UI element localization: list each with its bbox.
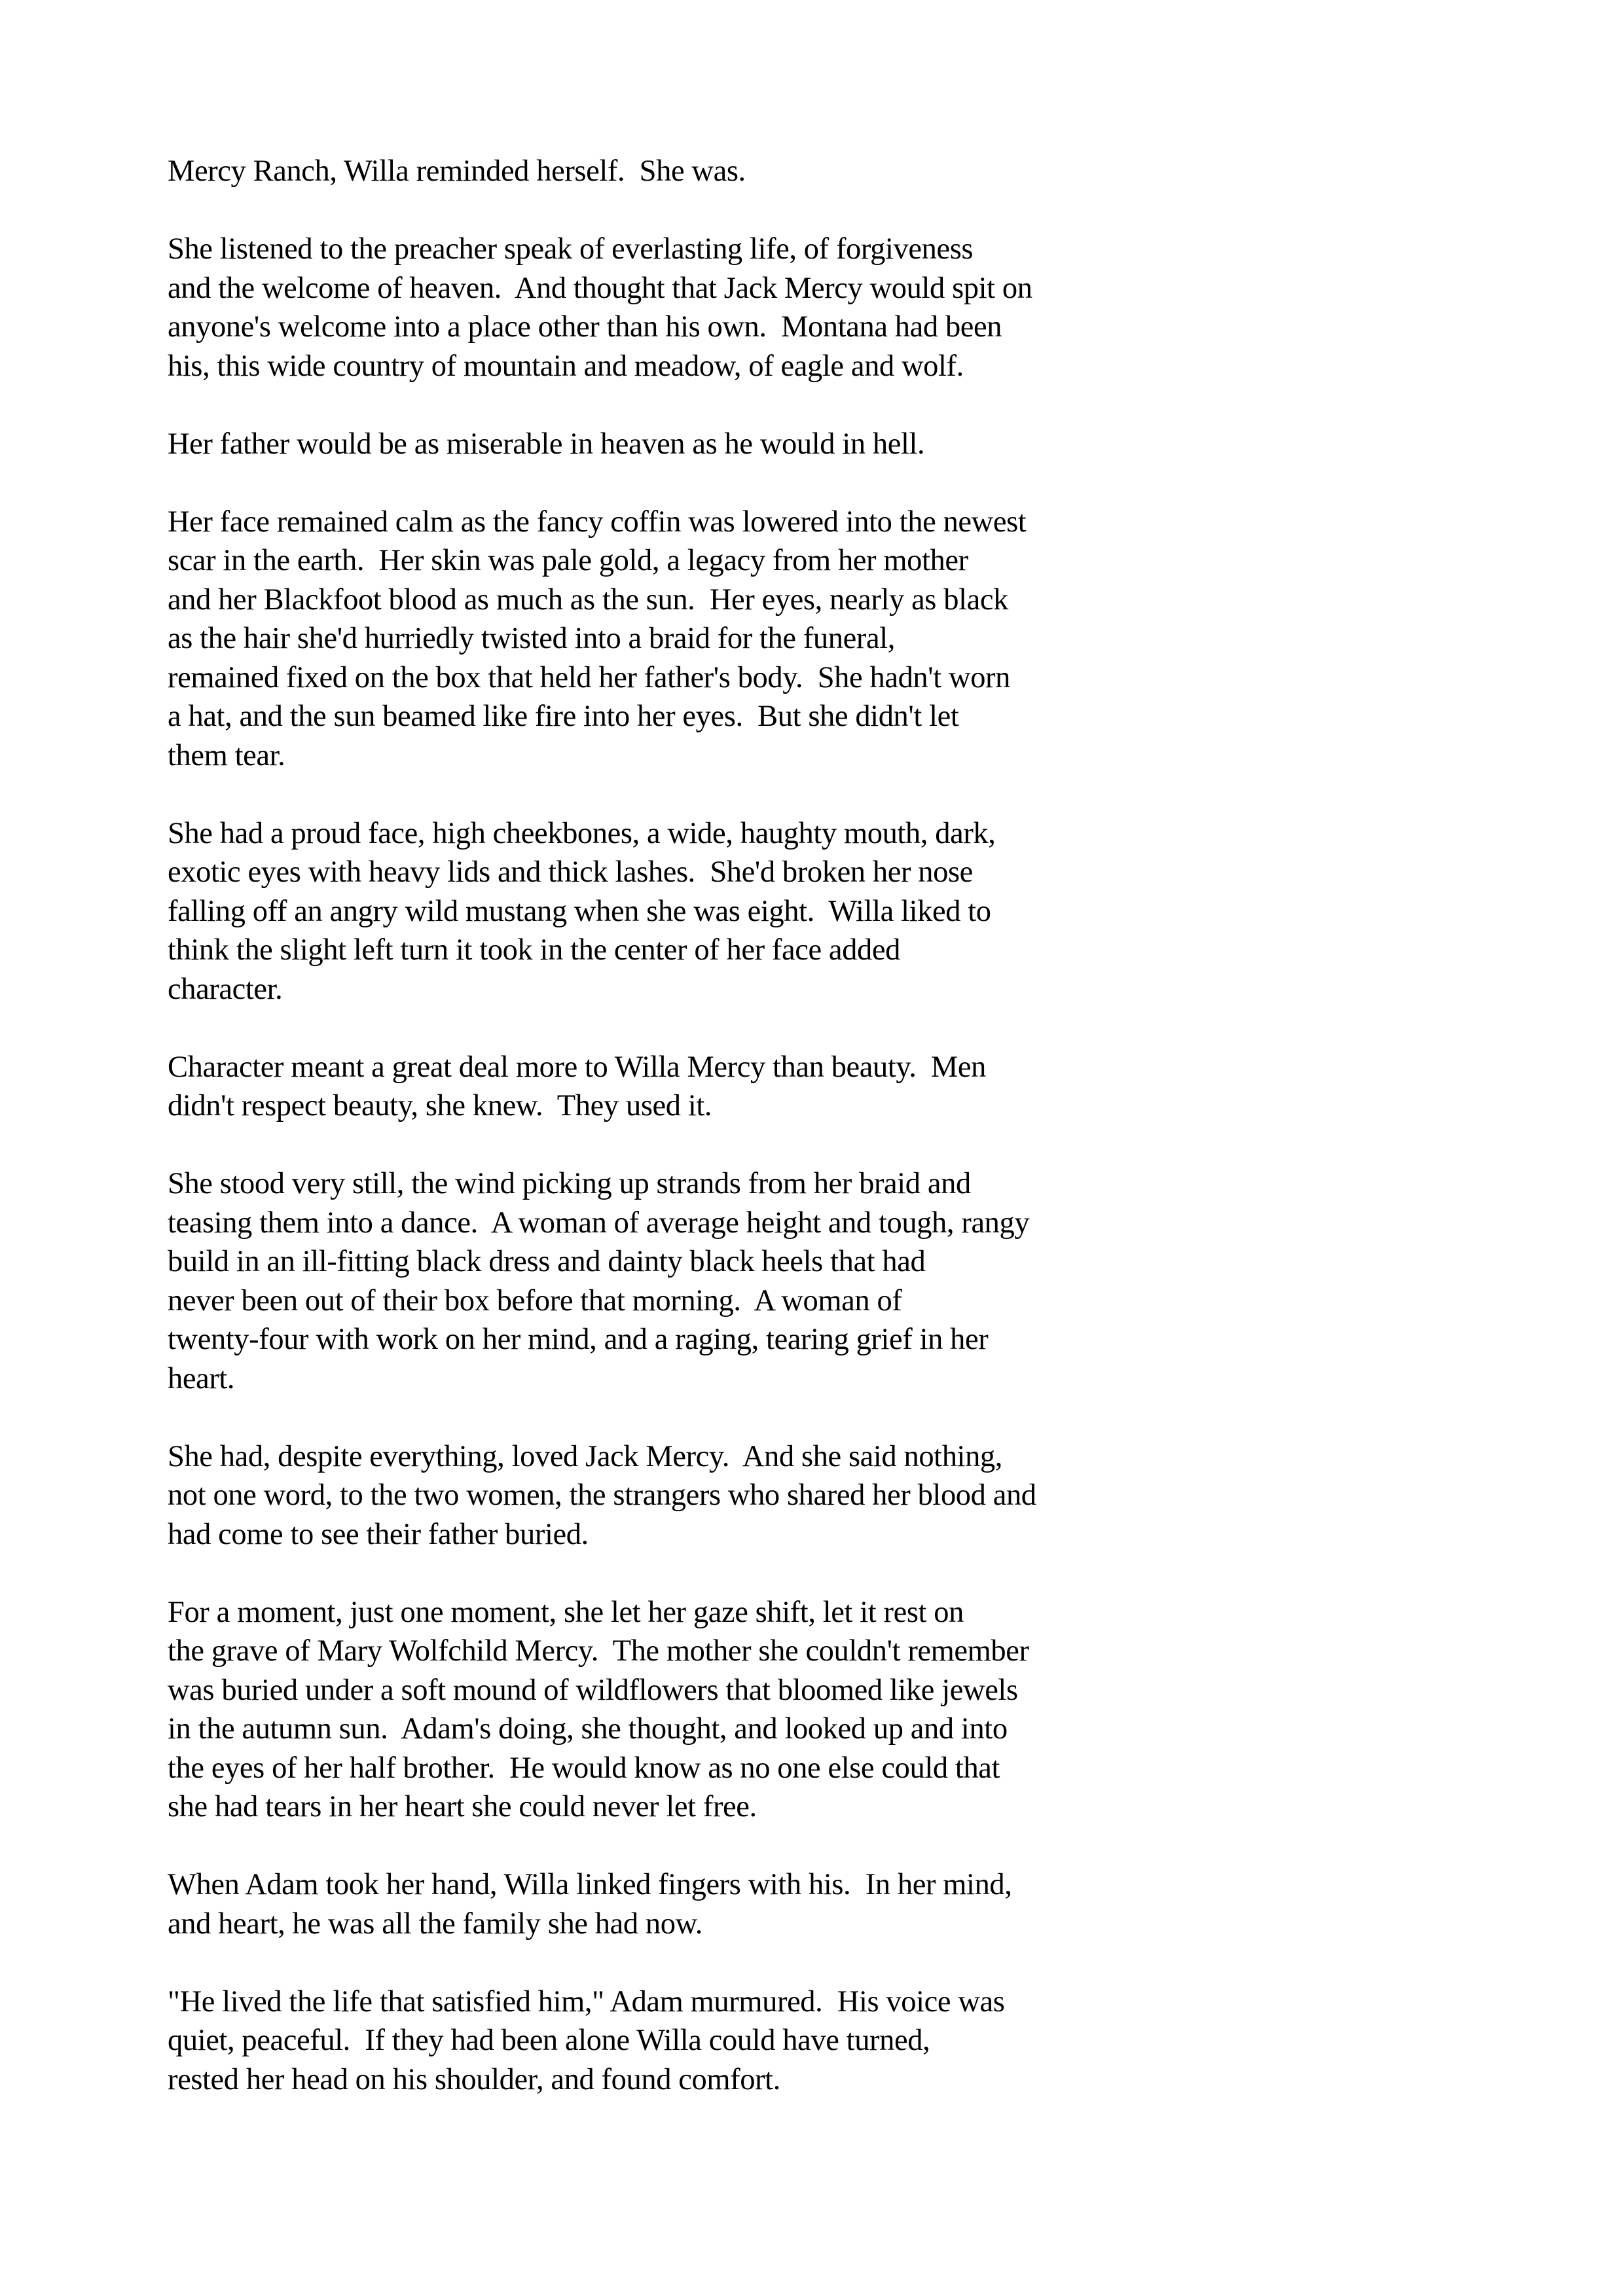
- text-line: She had a proud face, high cheekbones, a wide, haughty mouth, dark,: [168, 816, 996, 850]
- paragraph: [168, 1982, 1281, 2100]
- text-line: had come to see their father buried.: [168, 1517, 589, 1551]
- text-line: Her face remained calm as the fancy coffin was lowered into the newest: [168, 505, 1027, 539]
- text-line: She listened to the preacher speak of everlasting life, of forgiveness: [168, 232, 974, 266]
- text-line: as the hair she'd hurriedly twisted into a braid for the funeral,: [168, 622, 895, 655]
- text-line: in the autumn sun. Adam's doing, she thought, and looked up and into: [168, 1712, 1008, 1746]
- paragraph: [168, 1865, 1281, 1943]
- text-line: scar in the earth. Her skin was pale gold, a legacy from her mother: [168, 544, 968, 577]
- text-line: Her father would be as miserable in heaven as he would in hell.: [168, 427, 925, 461]
- paragraph: [168, 1164, 1281, 1398]
- text-line: his, this wide country of mountain and meadow, of eagle and wolf.: [168, 349, 964, 383]
- text-line: Mercy Ranch, Willa reminded herself. She was.: [168, 154, 746, 188]
- paragraph: [168, 1437, 1281, 1554]
- paragraph: [168, 425, 1281, 464]
- text-line: remained fixed on the box that held her father's body. She hadn't worn: [168, 660, 1010, 694]
- text-line: When Adam took her hand, Willa linked fingers with his. In her mind,: [168, 1868, 1012, 1901]
- text-line: twenty-four with work on her mind, and a raging, tearing grief in her: [168, 1323, 989, 1356]
- paragraph: [168, 230, 1281, 386]
- text-line: was buried under a soft mound of wildflowers that bloomed like jewels: [168, 1673, 1018, 1707]
- paragraph: [168, 1593, 1281, 1827]
- text-line: rested her head on his shoulder, and found comfort.: [168, 2062, 780, 2096]
- paragraph: [168, 1048, 1281, 1126]
- text-line: and the welcome of heaven. And thought that Jack Mercy would spit on: [168, 271, 1032, 305]
- text-line: quiet, peaceful. If they had been alone Willa could have turned,: [168, 2024, 930, 2057]
- text-line: For a moment, just one moment, she let her gaze shift, let it rest on: [168, 1595, 964, 1629]
- text-line: teasing them into a dance. A woman of average height and tough, rangy: [168, 1206, 1030, 1240]
- text-line: and her Blackfoot blood as much as the sun. Her eyes, nearly as black: [168, 583, 1008, 617]
- paragraph: [168, 814, 1281, 1009]
- text-line: them tear.: [168, 738, 285, 772]
- text-line: think the slight left turn it took in the center of her face added: [168, 933, 900, 967]
- text-line: character.: [168, 972, 283, 1006]
- text-line: anyone's welcome into a place other than his own. Montana had been: [168, 310, 1002, 344]
- text-line: the grave of Mary Wolfchild Mercy. The mother she couldn't remember: [168, 1634, 1029, 1668]
- text-line: Character meant a great deal more to Willa Mercy than beauty. Men: [168, 1050, 986, 1084]
- text-line: didn't respect beauty, she knew. They used it.: [168, 1089, 712, 1122]
- text-line: never been out of their box before that morning. A woman of: [168, 1283, 902, 1318]
- text-line: "He lived the life that satisfied him," Adam murmured. His voice was: [168, 1984, 1005, 2018]
- text-line: the eyes of her half brother. He would know as no one else could that: [168, 1751, 1000, 1785]
- text-line: She had, despite everything, loved Jack Mercy. And she said nothing,: [168, 1439, 1002, 1473]
- text-line: not one word, to the two women, the strangers who shared her blood and: [168, 1479, 1036, 1512]
- paragraph: [168, 503, 1281, 776]
- text-line: She stood very still, the wind picking up strands from her braid and: [168, 1167, 971, 1200]
- text-line: falling off an angry wild mustang when she was eight. Willa liked to: [168, 894, 991, 928]
- text-line: she had tears in her heart she could never let free.: [168, 1790, 757, 1823]
- text-line: build in an ill-fitting black dress and dainty black heels that had: [168, 1245, 926, 1278]
- body-text: [168, 152, 1281, 2138]
- paragraph: [168, 152, 1281, 191]
- text-line: and heart, he was all the family she had now.: [168, 1907, 703, 1941]
- text-line: a hat, and the sun beamed like fire into her eyes. But she didn't let: [168, 700, 959, 733]
- text-line: exotic eyes with heavy lids and thick lashes. She'd broken her nose: [168, 855, 973, 889]
- text-line: heart.: [168, 1361, 235, 1395]
